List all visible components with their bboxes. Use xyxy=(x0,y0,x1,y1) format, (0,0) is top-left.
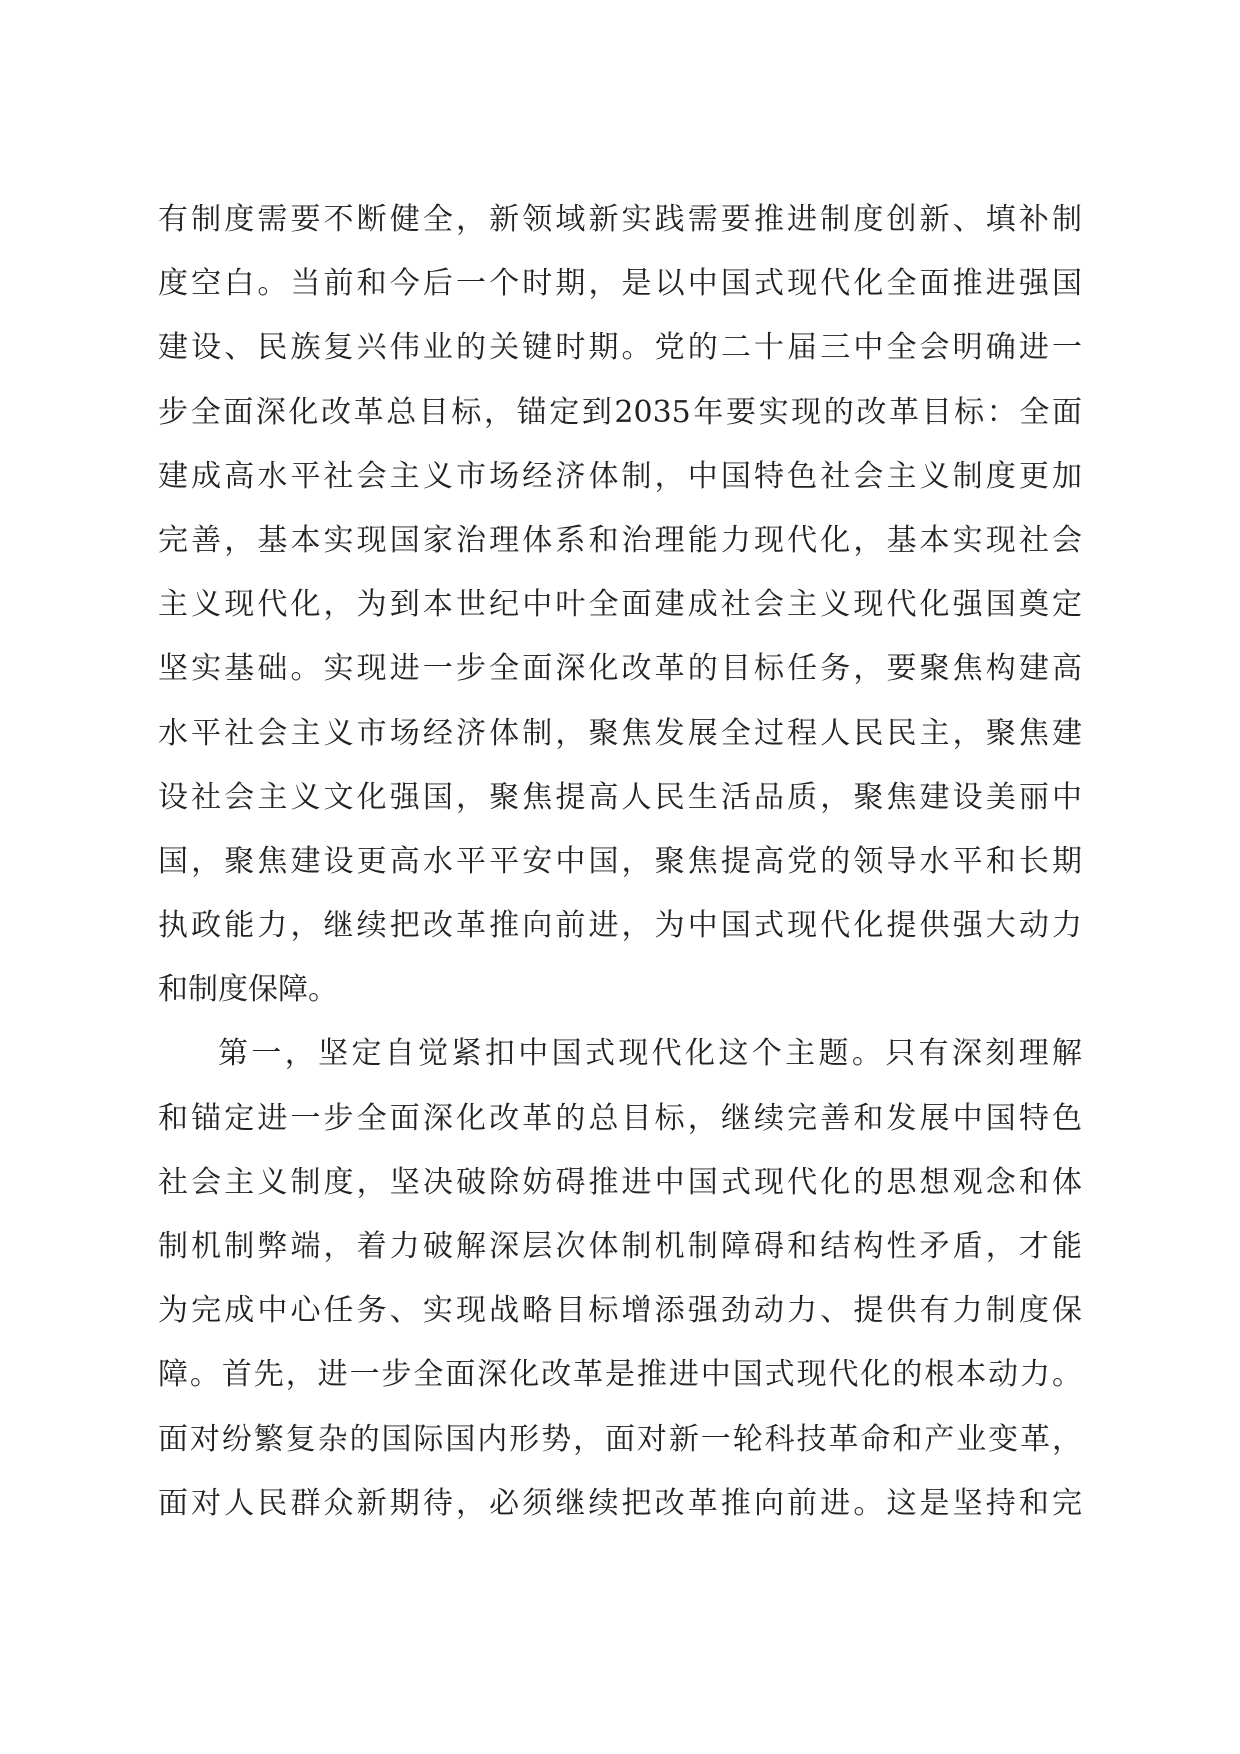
text-line: 主义现代化，为到本世纪中叶全面建成社会主义现代化强国奠定 xyxy=(158,587,1082,623)
text-line: 为完成中心任务、实现战略目标增添强劲动力、提供有力制度保 xyxy=(158,1293,1082,1329)
text-line: 完善，基本实现国家治理体系和治理能力现代化，基本实现社会 xyxy=(158,522,1082,558)
text-line: 建成高水平社会主义市场经济体制，中国特色社会主义制度更加 xyxy=(158,458,1082,494)
text-line: 建设、民族复兴伟业的关键时期。党的二十届三中全会明确进一 xyxy=(158,330,1082,366)
text-line: 社会主义制度，坚决破除妨碍推进中国式现代化的思想观念和体 xyxy=(158,1164,1082,1200)
text-line: 制机制弊端，着力破解深层次体制机制障碍和结构性矛盾，才能 xyxy=(158,1229,1082,1264)
text-line: 执政能力，继续把改革推向前进，为中国式现代化提供强大动力 xyxy=(158,908,1082,944)
paragraph-2 xyxy=(158,1022,1082,1536)
text-line: 水平社会主义市场经济体制，聚焦发展全过程人民民主，聚焦建 xyxy=(158,715,1082,751)
text-line: 有制度需要不断健全，新领域新实践需要推进制度创新、填补制 xyxy=(158,202,1082,237)
body-text xyxy=(158,188,1082,1536)
text-line: 第一，坚定自觉紧扣中国式现代化这个主题。只有深刻理解 xyxy=(218,1036,1082,1072)
text-line: 障。首先，进一步全面深化改革是推进中国式现代化的根本动力。 xyxy=(158,1357,1082,1393)
text-line: 设社会主义文化强国，聚焦提高人民生活品质，聚焦建设美丽中 xyxy=(158,779,1082,815)
text-line: 坚实基础。实现进一步全面深化改革的目标任务，要聚焦构建高 xyxy=(158,651,1082,687)
text-line: 面对人民群众新期待，必须继续把改革推向前进。这是坚持和完 xyxy=(158,1485,1082,1521)
text-line: 面对纷繁复杂的国际国内形势，面对新一轮科技革命和产业变革， xyxy=(158,1421,1082,1457)
text-line: 国，聚焦建设更高水平平安中国，聚焦提高党的领导水平和长期 xyxy=(158,843,1082,879)
text-line: 度空白。当前和今后一个时期，是以中国式现代化全面推进强国 xyxy=(158,266,1082,302)
text-line: 步全面深化改革总目标，锚定到2035年要实现的改革目标：全面 xyxy=(158,394,1082,430)
text-line: 和制度保障。 xyxy=(158,972,338,1008)
text-line: 和锚定进一步全面深化改革的总目标，继续完善和发展中国特色 xyxy=(158,1100,1082,1136)
paragraph-1 xyxy=(158,188,1082,1022)
